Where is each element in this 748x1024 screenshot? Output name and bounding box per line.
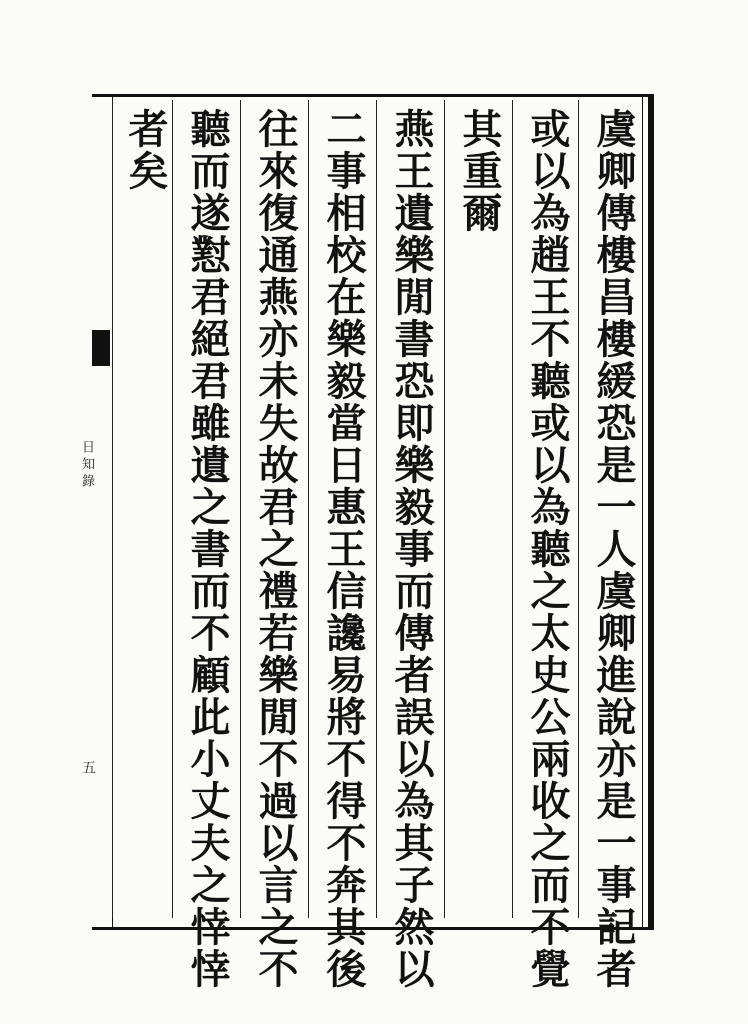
text-column-1 [580, 104, 646, 990]
text-column-4 [378, 104, 444, 990]
column-divider [512, 100, 513, 918]
text-column-7 [174, 104, 240, 990]
column-divider [376, 100, 377, 918]
column-text: 其重爾 [456, 108, 503, 234]
column-text: 二事相校在樂毅當日惠王信讒易將不得不奔其後 [320, 108, 367, 990]
spine-book-title: 日知錄 [79, 440, 94, 491]
frame-right-border [648, 94, 654, 930]
text-column-3 [446, 104, 512, 916]
text-column-6 [242, 104, 308, 990]
text-column-2 [514, 104, 580, 990]
book-spine [92, 94, 113, 930]
column-text: 聽而遂懟君絕君雖遺之書而不顧此小丈夫之悻悻 [184, 108, 231, 990]
text-column-8 [112, 104, 178, 916]
column-divider [444, 100, 445, 918]
spine-black-block [92, 330, 110, 366]
column-text: 者矣 [122, 108, 169, 192]
column-text: 或以為趙王不聽或以為聽之太史公兩收之而不覺 [524, 108, 571, 990]
column-text: 燕王遺樂閒書恐即樂毅事而傳者誤以為其子然以 [388, 108, 435, 990]
spine-page-number: 五 [80, 760, 96, 774]
text-column-5 [310, 104, 376, 990]
column-divider [308, 100, 309, 918]
column-divider [240, 100, 241, 918]
column-text: 虞卿傳樓昌樓緩恐是一人虞卿進說亦是一事記者 [590, 108, 637, 990]
column-text: 往來復通燕亦未失故君之禮若樂閒不過以言之不 [252, 108, 299, 990]
